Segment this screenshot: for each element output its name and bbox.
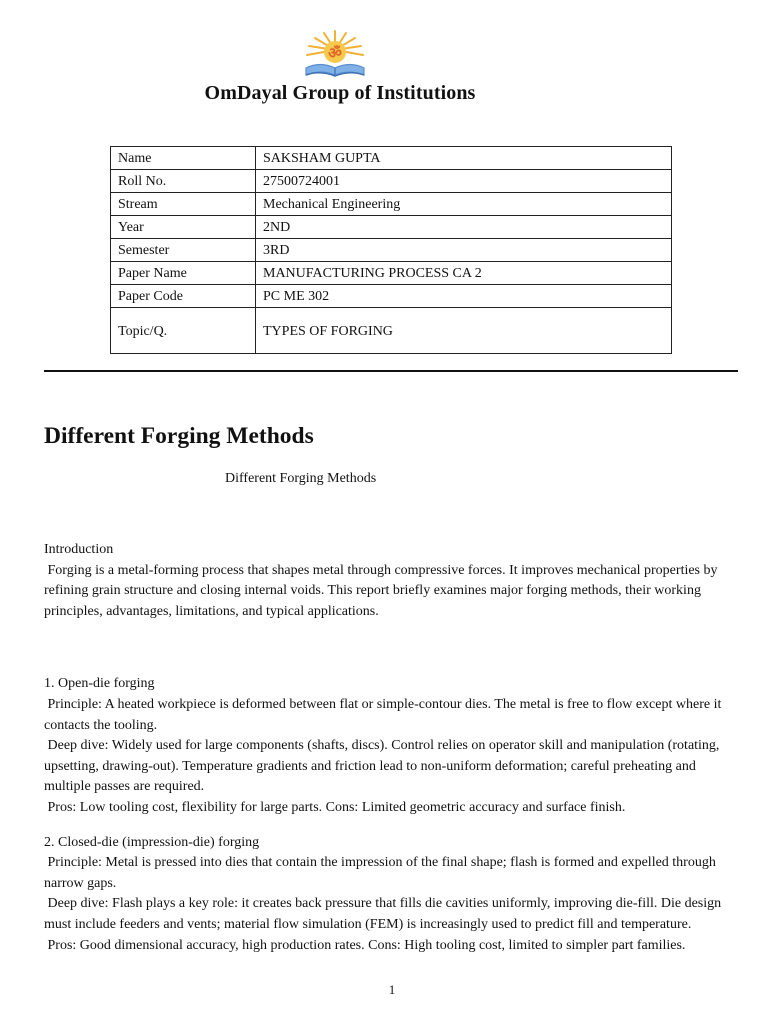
row-value: 3RD: [256, 239, 672, 262]
intro-paragraph: Forging is a metal-forming process that shapes metal through compressive forces. It improves mechanical properties by refining grain structure and closing internal voids. This report briefly examines major forging methods, their working principles, advantages, limitations, and typical applications.: [44, 562, 722, 619]
row-label: Stream: [111, 193, 256, 216]
table-row: [111, 239, 672, 262]
section-deep-dive: Deep dive: Flash plays a key role: it creates back pressure that fills die cavities uniformly, improving die-fill. Die design must include feeders and vents; material flow simulation (FEM) is increasingly used to predict fill and temperature.: [44, 896, 725, 932]
document-title: Different Forging Methods: [44, 423, 314, 449]
section-pros-cons: Pros: Good dimensional accuracy, high production rates. Cons: High tooling cost, limited to simpler part families.: [44, 937, 686, 953]
row-label: Semester: [111, 239, 256, 262]
section-deep-dive: Deep dive: Widely used for large components (shafts, discs). Control relies on operator skill and manipulation (rotating, upsetting, drawing-out). Temperature gradients and friction lead to non-uniform deformation; careful preheating and multiple passes are required.: [44, 738, 723, 795]
section-principle: Principle: A heated workpiece is deformed between flat or simple-contour dies. The metal is free to flow except where it contacts the tooling.: [44, 696, 725, 733]
section-pros-cons: Pros: Low tooling cost, flexibility for large parts. Cons: Limited geometric accuracy and surface finish.: [44, 799, 626, 815]
student-info-table: [110, 146, 672, 354]
table-row: [111, 147, 672, 170]
table-row: [111, 216, 672, 239]
row-label: Topic/Q.: [111, 308, 256, 354]
row-value: SAKSHAM GUPTA: [256, 147, 672, 170]
table-row: [111, 170, 672, 193]
row-value: TYPES OF FORGING: [256, 308, 672, 354]
row-label: Paper Code: [111, 285, 256, 308]
horizontal-divider: [44, 370, 738, 372]
section-heading: 2. Closed-die (impression-die) forging: [44, 834, 260, 850]
section-heading: 1. Open-die forging: [44, 676, 155, 692]
row-value: 2ND: [256, 216, 672, 239]
table-row: [111, 193, 672, 216]
svg-text:ॐ: ॐ: [328, 44, 342, 62]
intro-heading: Introduction: [44, 542, 114, 557]
row-value: Mechanical Engineering: [256, 193, 672, 216]
row-label: Year: [111, 216, 256, 239]
row-label: Roll No.: [111, 170, 256, 193]
om-sun-book-icon: [300, 28, 370, 84]
document-body: [44, 540, 744, 956]
row-value: 27500724001: [256, 170, 672, 193]
page-number: 1: [388, 982, 396, 997]
table-row: [111, 285, 672, 308]
table-row: [111, 262, 672, 285]
row-value: PC ME 302: [256, 285, 672, 308]
row-label: Paper Name: [111, 262, 256, 285]
table-row: [111, 308, 672, 354]
row-label: Name: [111, 147, 256, 170]
institution-name: OmDayal Group of Institutions: [204, 82, 476, 104]
row-value: MANUFACTURING PROCESS CA 2: [256, 262, 672, 285]
document-subtitle: Different Forging Methods: [225, 471, 377, 486]
section-principle: Principle: Metal is pressed into dies that contain the impression of the final shape; flash is formed and expelled through narrow gaps.: [44, 855, 720, 891]
